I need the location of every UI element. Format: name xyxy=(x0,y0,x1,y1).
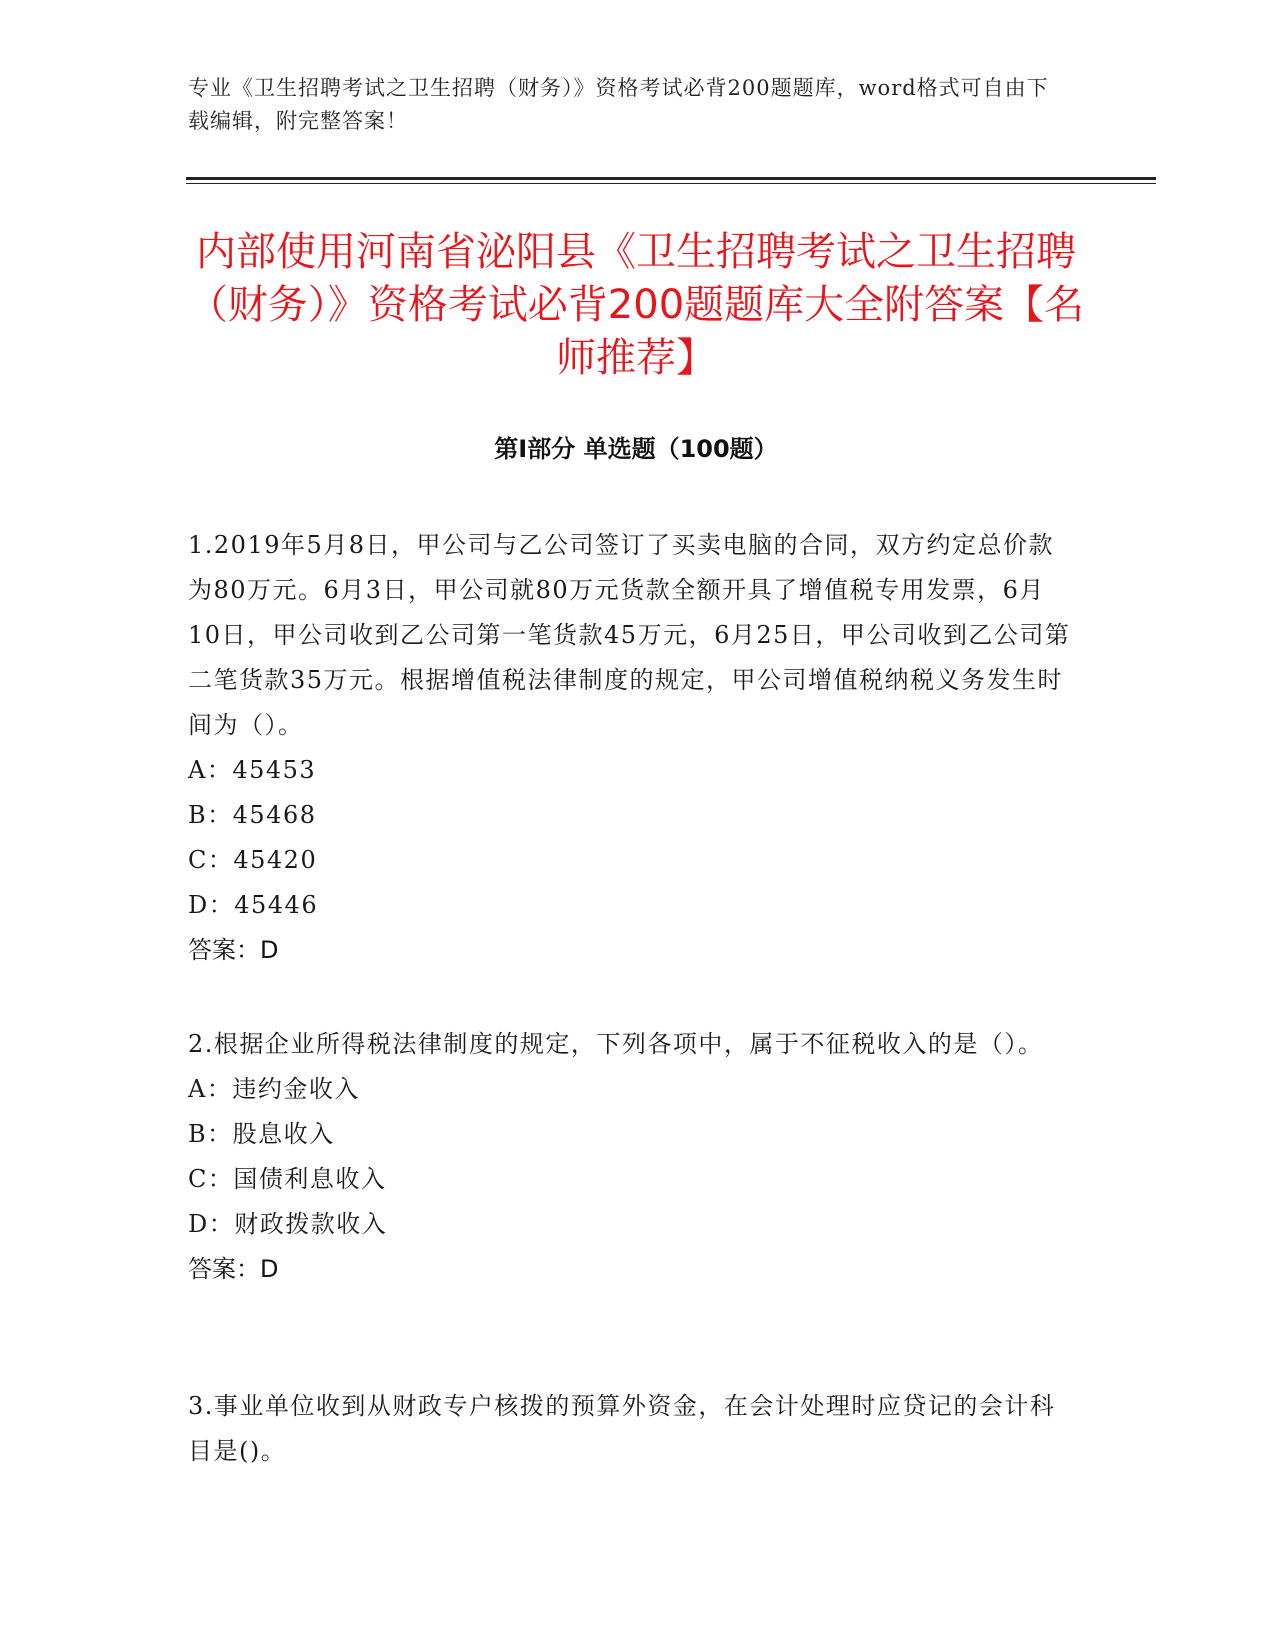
option-b: B：45468 xyxy=(188,801,317,829)
question-2 xyxy=(188,1022,1078,1292)
option-d: D：财政拨款收入 xyxy=(188,1210,388,1238)
question-stem: 3.事业单位收到从财政专户核拨的预算外资金，在会计处理时应贷记的会计科目是()。 xyxy=(188,1392,1056,1465)
option-a: A：45453 xyxy=(188,756,317,784)
option-c: C：45420 xyxy=(188,846,318,874)
answer: 答案：D xyxy=(188,1255,279,1283)
question-stem: 2.根据企业所得税法律制度的规定，下列各项中，属于不征税收入的是（）。 xyxy=(188,1030,1044,1058)
header-divider-thin xyxy=(186,183,1156,184)
document-title: 内部使用河南省泌阳县《卫生招聘考试之卫生招聘（财务）》资格考试必背200题题库大全附答案【名师推荐】 xyxy=(187,229,1085,381)
question-stem: 1.2019年5月8日，甲公司与乙公司签订了买卖电脑的合同，双方约定总价款为80万元。6月3日，甲公司就80万元货款全额开具了增值税专用发票，6月10日，甲公司收到乙公司第一笔货款45万元，6月25日，甲公司收到乙公司第二笔货款35万元。根据增值税法律制度的规定，甲公司增值税纳税义务发生时间为（）。 xyxy=(188,531,1071,739)
answer: 答案：D xyxy=(188,936,279,964)
question-1 xyxy=(188,523,1078,973)
section-title: 第Ⅰ部分 单选题（100题） xyxy=(494,435,778,463)
option-d: D：45446 xyxy=(188,891,319,919)
question-3 xyxy=(188,1384,1078,1474)
option-a: A：违约金收入 xyxy=(188,1075,360,1103)
header-note: 专业《卫生招聘考试之卫生招聘（财务）》资格考试必背200题题库，word格式可自由下载编辑，附完整答案！ xyxy=(188,76,1049,133)
option-c: C：国债利息收入 xyxy=(188,1165,387,1193)
option-b: B：股息收入 xyxy=(188,1120,335,1148)
header-divider-thick xyxy=(186,177,1156,180)
